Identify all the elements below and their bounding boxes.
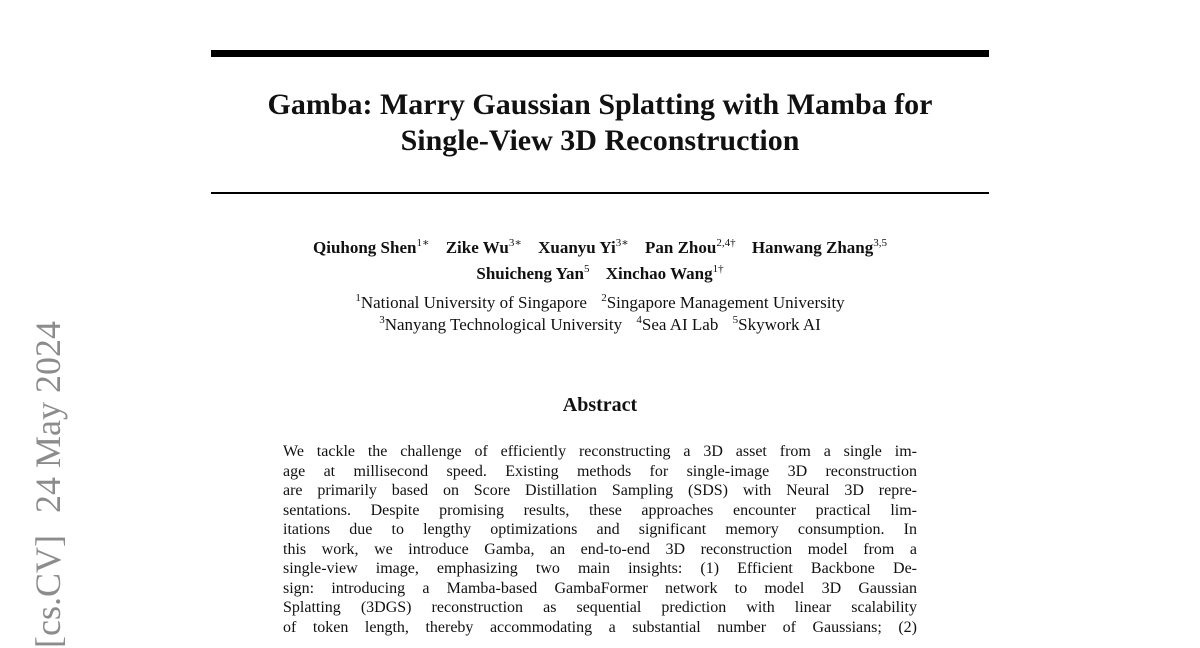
abstract-line: sign: introducing a Mamba-based GambaFormer network to model 3D Gaussian	[283, 579, 917, 597]
affiliation: $^3$Nanyang Technological University	[379, 314, 623, 334]
author: Xuanyu $Yi^{3∗}$	[538, 237, 629, 257]
title-rule-bottom	[211, 192, 989, 194]
author: Qiuhong Shen$^{1∗}$	[313, 237, 430, 257]
affiliation: $^4$Sea AI Lab	[636, 314, 719, 334]
author: Pan Zhou$^{2,4\dagger}$	[644, 237, 736, 257]
author: Shuicheng Yan$^5$	[476, 263, 590, 283]
affiliation: $^2$Singapore Management University	[601, 292, 845, 312]
author-line-2	[211, 261, 989, 287]
affiliation: $^1$National University of Singapore	[355, 292, 587, 312]
author: Zike $Wu^{3∗}$	[445, 237, 522, 257]
affiliation-line-1	[211, 292, 989, 314]
paper-title-line-1: Gamba: Marry Gaussian Splatting with Mamba for	[267, 88, 933, 121]
author-list	[211, 235, 989, 287]
affiliation-line-2	[211, 314, 989, 336]
paper-title	[211, 87, 989, 159]
affiliation: $^5$Skywork AI	[732, 314, 821, 334]
abstract-line: are primarily based on Score Distillation Sampling (SDS) with Neural 3D repre-	[283, 482, 917, 499]
arxiv-stamp	[28, 321, 68, 648]
author: Xinchao Wang$^{1\dagger}$	[605, 263, 724, 283]
affiliation-list	[211, 292, 989, 336]
abstract-line: sentations. Despite promising results, these approaches encounter practical lim-	[283, 501, 917, 519]
arxiv-category: [cs.CV]	[28, 535, 68, 648]
abstract-heading: Abstract	[562, 394, 638, 416]
arxiv-date: 24 May 2024	[28, 321, 68, 514]
paper-title-line-2: Single-View 3D Reconstruction	[400, 124, 800, 157]
abstract-body	[283, 442, 917, 637]
title-rule-top	[211, 50, 989, 57]
abstract-line: itations due to lengthy optimizations and significant memory consumption. In	[283, 521, 917, 538]
author-line-1	[211, 235, 989, 261]
abstract-line: of token length, thereby accommodating a substantial number of Gaussians; (2)	[283, 618, 917, 636]
abstract-line: Splatting (3DGS) reconstruction as sequential prediction with linear scalability	[283, 599, 917, 616]
abstract-line: single-view image, emphasizing two main insights: (1) Efficient Backbone De-	[283, 560, 917, 577]
abstract-line: age at millisecond speed. Existing methods for single-image 3D reconstruction	[283, 462, 917, 480]
abstract-line: this work, we introduce Gamba, an end-to-end 3D reconstruction model from a	[283, 540, 917, 558]
abstract-line: We tackle the challenge of efficiently reconstructing a 3D asset from a single im-	[283, 443, 917, 460]
author: Hanwang Zhang$^{3,5}$	[751, 237, 887, 257]
